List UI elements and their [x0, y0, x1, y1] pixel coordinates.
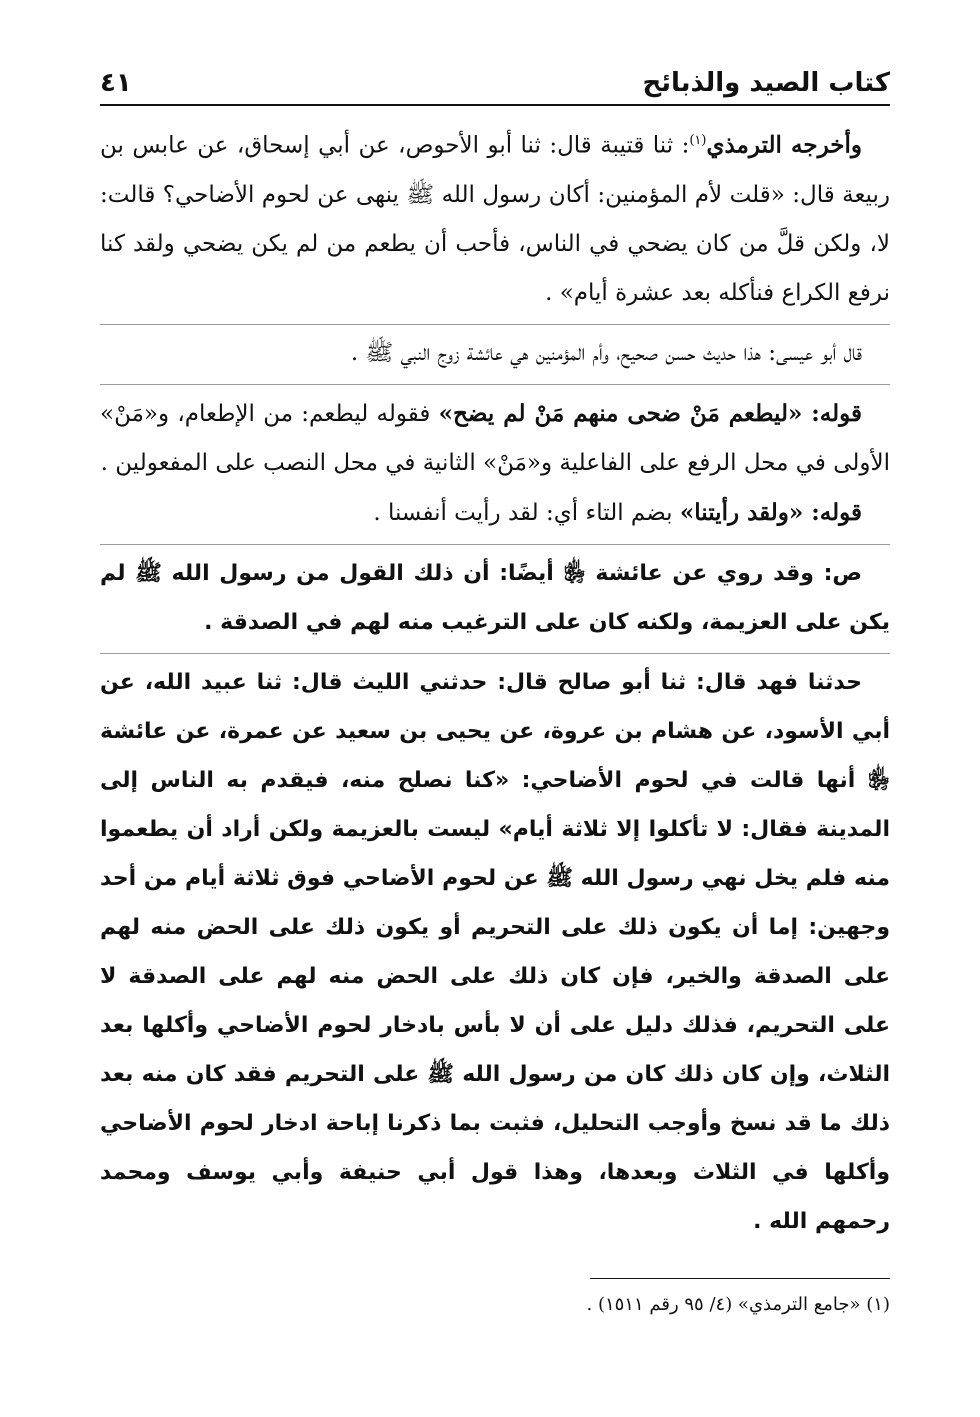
- footnote-1: (١) «جامع الترمذي» (٤/ ٩٥ رقم ١٥١١) .: [586, 1294, 890, 1315]
- footnotes: [100, 1278, 890, 1325]
- footnote-rule: [590, 1278, 890, 1279]
- paragraph-text: قال أبو عيسى: هذا حديث حسن صحيح، وأم المؤمنين هي عائشة زوج النبي ﷺ .: [350, 339, 862, 366]
- paragraph-hadith-fahd: [100, 653, 890, 1246]
- paragraph-sad: [100, 544, 890, 647]
- page-body: [100, 116, 890, 1246]
- paragraph-tirmidhi: [100, 116, 890, 318]
- paragraph-text: بضم التاء أي: لقد رأيت أنفسنا .: [373, 499, 673, 526]
- paragraph-abu-isa: [100, 324, 890, 378]
- running-header: [100, 48, 890, 106]
- book-page: [100, 48, 890, 1378]
- paragraph-lead: وأخرجه الترمذي: [706, 131, 862, 159]
- chapter-title: كتاب الصيد والذبائح: [642, 68, 890, 98]
- paragraph-text: فقوله ليطعم: من الإطعام، و«مَنْ» الأولى في محل الرفع على الفاعلية و«مَنْ» الثانية في محل النصب على المفعولين .: [100, 400, 890, 476]
- footnote-ref: (١): [689, 133, 707, 148]
- paragraph-text: ص: وقد روي عن عائشة ﵂ أيضًا: أن ذلك القول من رسول الله ﷺ لم يكن على العزيمة، ولكنه كان على الترغيب منه لهم في الصدقة .: [100, 560, 890, 635]
- page-number: ٤١: [100, 68, 132, 98]
- paragraph-qawluhu-2: [100, 488, 890, 538]
- paragraph-text: حدثنا فهد قال: ثنا أبو صالح قال: حدثني الليث قال: ثنا عبيد الله، عن أبي الأسود، عن هشام بن عروة، عن يحيى بن سعيد عن عمرة، عن عائشة ﵂ أنها قالت في لحوم الأضاحي: «كنا نصلح منه، فيقدم به الناس إلى المدينة فقال: لا تأكلوا إلا ثلاثة أيام» ليست بالعزيمة ولكن أراد أن يطعموا منه فلم يخل نهي رسول الله ﷺ عن لحوم الأضاحي فوق ثلاثة أيام من أحد وجهين: إما أن يكون ذلك على التحريم أو يكون ذلك على الحض منه لهم على الصدقة والخير، فإن كان ذلك على الحض منه لهم على الصدقة لا على التحريم، فذلك دليل على أن لا بأس بادخار لحوم الأضاحي وأكلها بعد الثلاث، وإن كان ذلك كان من رسول الله ﷺ على التحريم فقد كان منه بعد ذلك ما قد نسخ وأوجب التحليل، فثبت بما ذكرنا إباحة ادخار لحوم الأضاحي وأكلها في الثلاث وبعدها، وهذا قول أبي حنيفة وأبي يوسف ومحمد رحمهم الله .: [100, 669, 890, 1234]
- paragraph-qawluhu-1: [100, 384, 890, 488]
- paragraph-text: : ثنا قتيبة قال: ثنا أبو الأحوص، عن أبي إسحاق، عن عابس بن ربيعة قال: «قلت لأم المؤمنين: أكان رسول الله ﷺ ينهى عن لحوم الأضاحي؟ قالت: لا، ولكن قلَّ من كان يضحي في الناس، فأحب أن يطعم من لم يكن يضحي ولقد كنا نرفع الكراع فنأكله بعد عشرة أيام» .: [100, 132, 890, 306]
- paragraph-lead: قوله: «ولقد رأيتنا»: [679, 498, 862, 526]
- paragraph-lead: قوله: «ليطعم مَنْ ضحى منهم مَنْ لم يضح»: [438, 399, 862, 427]
